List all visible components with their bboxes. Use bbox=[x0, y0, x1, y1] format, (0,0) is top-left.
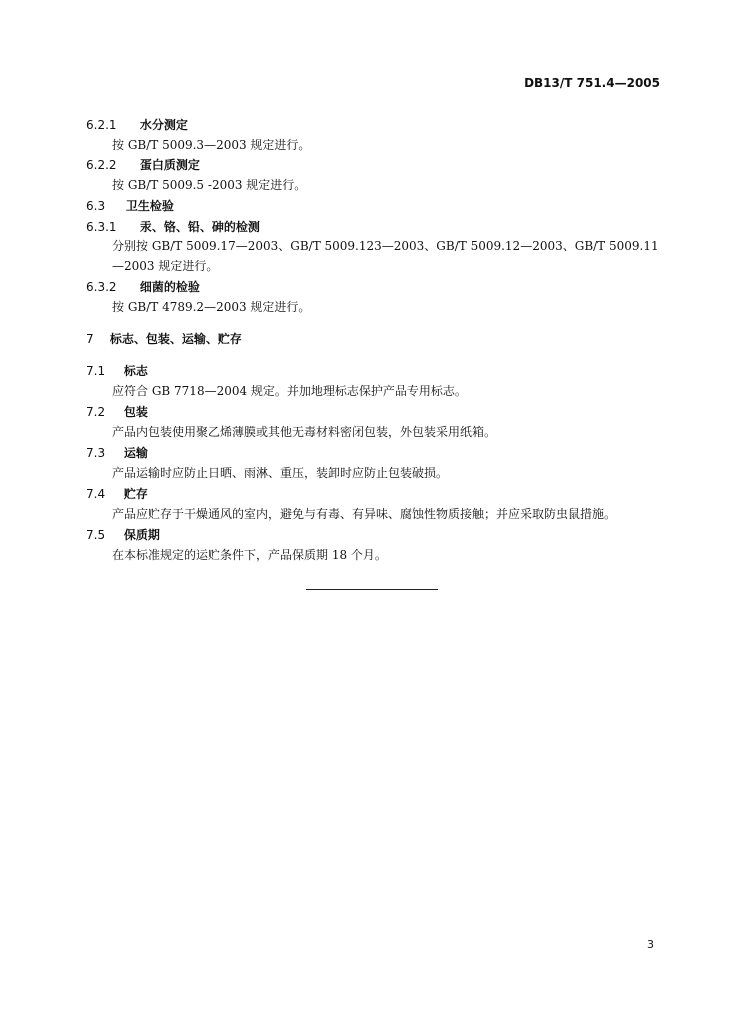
heading-number: 7.2 bbox=[86, 405, 106, 419]
heading-title: 贮存 bbox=[123, 487, 148, 501]
paragraph-6-2-2: 按 GB/T 5009.5 -2003 规定进行。 bbox=[112, 178, 307, 192]
paragraph-7-3: 产品运输时应防止日晒、雨淋、重压，装卸时应防止包装破损。 bbox=[112, 466, 449, 480]
heading-title: 水分测定 bbox=[139, 118, 188, 132]
heading-7-5 bbox=[86, 526, 160, 543]
heading-number: 6.2.1 bbox=[86, 118, 117, 132]
heading-number: 6.2.2 bbox=[86, 158, 117, 172]
heading-number: 7.1 bbox=[86, 364, 106, 378]
paragraph-6-3-2: 按 GB/T 4789.2—2003 规定进行。 bbox=[112, 300, 311, 314]
heading-7-3 bbox=[86, 444, 148, 461]
end-rule bbox=[306, 589, 438, 590]
heading-number: 7.3 bbox=[86, 446, 106, 460]
heading-6-2-1 bbox=[86, 116, 188, 133]
heading-title: 卫生检验 bbox=[125, 199, 174, 213]
heading-number: 7 bbox=[86, 332, 94, 346]
heading-number: 7.4 bbox=[86, 487, 106, 501]
paragraph-7-1: 应符合 GB 7718—2004 规定。并加地理标志保护产品专用标志。 bbox=[112, 384, 467, 398]
heading-title: 细菌的检验 bbox=[139, 280, 200, 294]
heading-number: 6.3.2 bbox=[86, 280, 117, 294]
heading-title: 保质期 bbox=[123, 528, 160, 542]
paragraph-7-4: 产品应贮存于干燥通风的室内，避免与有毒、有异味、腐蚀性物质接触；并应采取防虫鼠措施。 bbox=[112, 507, 617, 521]
paragraph-6-2-1: 按 GB/T 5009.3—2003 规定进行。 bbox=[112, 138, 311, 152]
heading-6-3 bbox=[86, 197, 174, 214]
heading-7-4 bbox=[86, 485, 148, 502]
heading-title: 蛋白质测定 bbox=[139, 158, 200, 172]
heading-number: 6.3.1 bbox=[86, 220, 117, 234]
paragraph-7-2: 产品内包装使用聚乙烯薄膜或其他无毒材料密闭包装，外包装采用纸箱。 bbox=[112, 425, 497, 439]
heading-7-1 bbox=[86, 362, 148, 379]
heading-number: 6.3 bbox=[86, 199, 106, 213]
heading-title: 运输 bbox=[123, 446, 148, 460]
heading-title: 标志 bbox=[123, 364, 148, 378]
heading-title: 包装 bbox=[123, 405, 148, 419]
heading-6-2-2 bbox=[86, 156, 200, 173]
page-number: 3 bbox=[647, 938, 654, 951]
heading-6-3-2 bbox=[86, 278, 200, 295]
document-id: DB13/T 751.4—2005 bbox=[524, 76, 660, 90]
heading-title: 汞、铬、铅、砷的检测 bbox=[139, 220, 260, 234]
paragraph-7-5: 在本标准规定的运贮条件下，产品保质期 18 个月。 bbox=[112, 548, 387, 562]
paragraph-6-3-1: 分别按 GB/T 5009.17—2003、GB/T 5009.123—2003、GB/T 5009.12—2003、GB/T 5009.11—2003 规定进行。 bbox=[112, 239, 659, 273]
heading-number: 7.5 bbox=[86, 528, 106, 542]
heading-7-2 bbox=[86, 403, 148, 420]
heading-6-3-1 bbox=[86, 218, 260, 235]
heading-7 bbox=[86, 330, 242, 347]
heading-title: 标志、包装、运输、贮存 bbox=[109, 332, 242, 346]
